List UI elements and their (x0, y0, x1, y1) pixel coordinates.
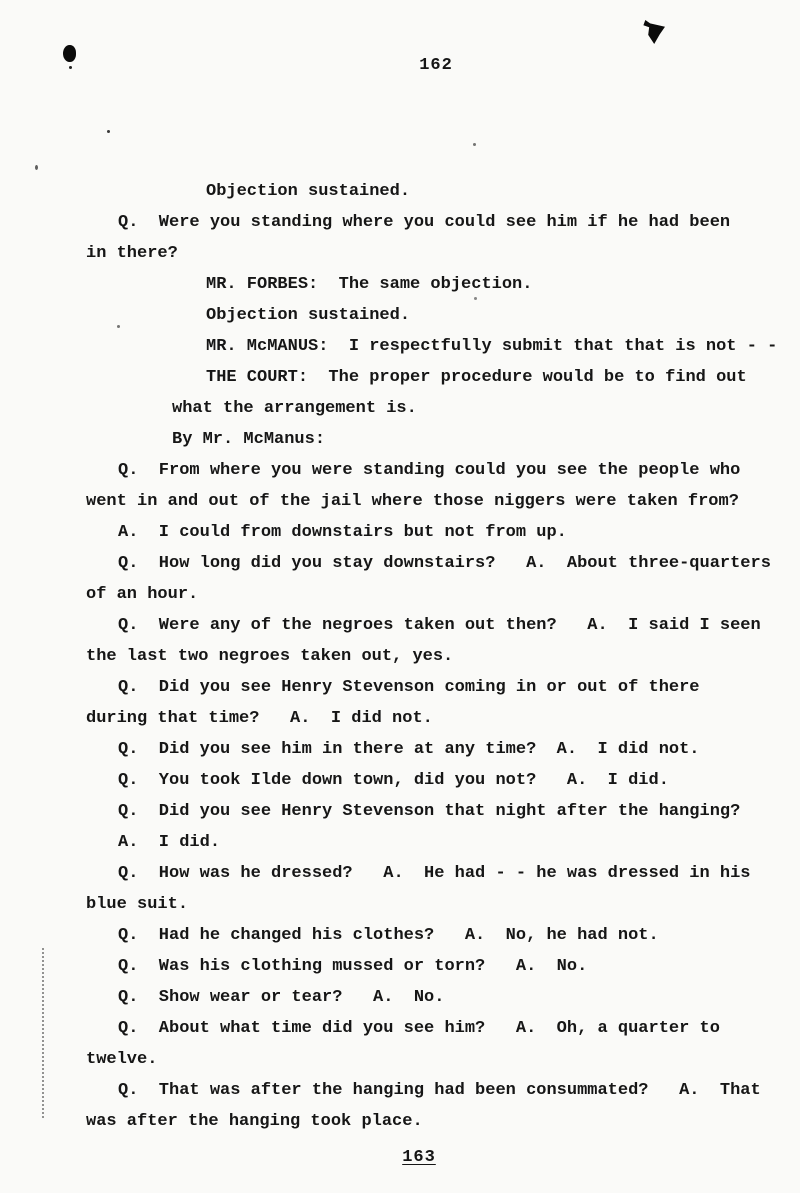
transcript-line: Q. That was after the hanging had been consummated? A. That (118, 1081, 761, 1100)
transcript-line: during that time? A. I did not. (86, 709, 433, 728)
transcript-line: MR. McMANUS: I respectfully submit that that is not - - (206, 337, 778, 356)
transcript-line: A. I did. (118, 833, 221, 852)
transcript-line: Q. Had he changed his clothes? A. No, he had not. (118, 926, 659, 945)
dotted-scan-line (42, 948, 44, 1118)
ink-arrow-icon (641, 20, 665, 44)
ink-speck (35, 165, 38, 170)
page-number-bottom: 163 (402, 1148, 436, 1167)
transcript-line: Q. You took Ilde down town, did you not? A. I did. (118, 771, 669, 790)
transcript-line: Q. Were you standing where you could see him if he had been (118, 213, 731, 232)
transcript-body (86, 176, 790, 1137)
transcript-line: Q. Did you see him in there at any time? A. I did not. (118, 740, 700, 759)
transcript-line: was after the hanging took place. (86, 1112, 423, 1131)
ink-speck (107, 130, 110, 133)
transcript-line: Q. Did you see Henry Stevenson that night after the hanging? (118, 802, 741, 821)
transcript-line: twelve. (86, 1050, 158, 1069)
ink-speck (473, 143, 476, 146)
transcript-line: in there? (86, 244, 178, 263)
transcript-line: Q. How was he dressed? A. He had - - he was dressed in his (118, 864, 751, 883)
transcript-line: went in and out of the jail where those niggers were taken from? (86, 492, 739, 511)
transcript-line: Q. Show wear or tear? A. No. (118, 988, 445, 1007)
transcript-line: A. I could from downstairs but not from up. (118, 523, 567, 542)
transcript-line: Q. About what time did you see him? A. Oh, a quarter to (118, 1019, 720, 1038)
transcript-line: of an hour. (86, 585, 199, 604)
transcript-line: blue suit. (86, 895, 189, 914)
transcript-line: Q. Did you see Henry Stevenson coming in or out of there (118, 678, 700, 697)
transcript-line: THE COURT: The proper procedure would be to find out (206, 368, 747, 387)
transcript-line: Q. Was his clothing mussed or torn? A. No. (118, 957, 588, 976)
transcript-line: the last two negroes taken out, yes. (86, 647, 454, 666)
transcript-line: what the arrangement is. (172, 399, 417, 418)
transcript-line: By Mr. McManus: (172, 430, 326, 449)
transcript-line: Q. Were any of the negroes taken out then? A. I said I seen (118, 616, 761, 635)
page-number-top: 162 (419, 56, 453, 75)
transcript-line: Q. From where you were standing could you see the people who (118, 461, 741, 480)
transcript-line: Objection sustained. (206, 306, 411, 325)
transcript-line: Objection sustained. (206, 182, 411, 201)
transcript-line: Q. How long did you stay downstairs? A. About three-quarters (118, 554, 771, 573)
transcript-line: MR. FORBES: The same objection. (206, 275, 533, 294)
